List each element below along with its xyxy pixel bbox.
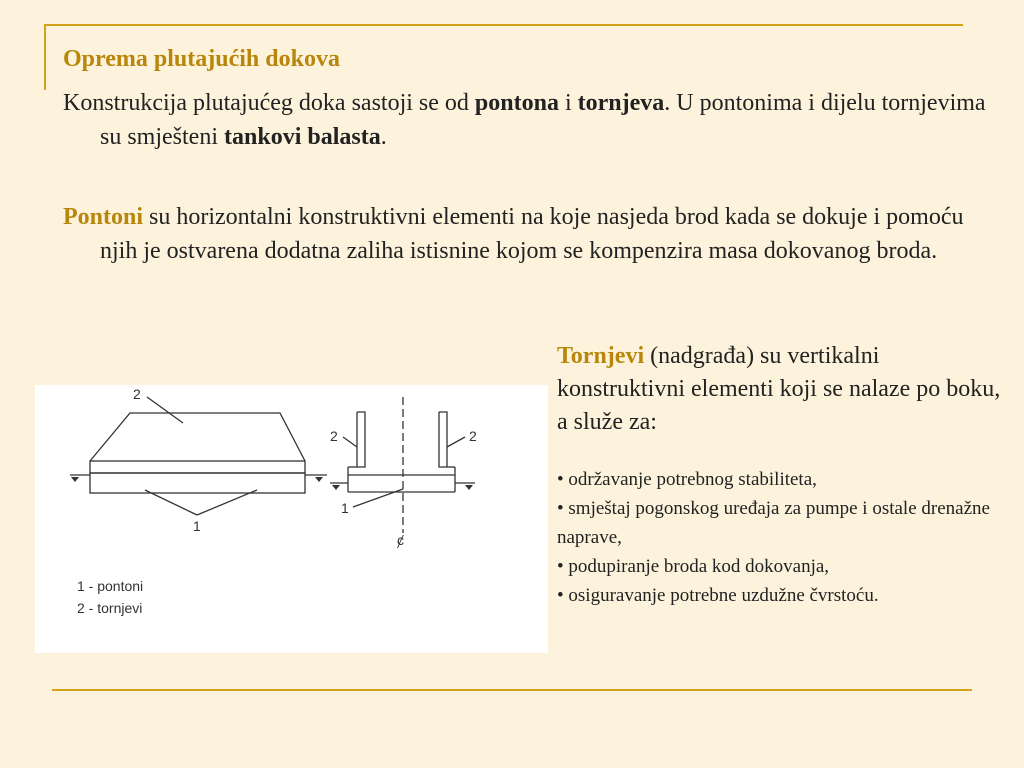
label-2-section-left: 2 [330,428,338,444]
pontoon-side-body [90,473,305,493]
diagram-legend [77,575,143,619]
tower-side-view [90,413,305,461]
bullet-item: • podupiranje broda kod dokovanja, [557,556,830,577]
p1-text-1: Konstrukcija plutajućeg doka sastoji se od [63,90,475,116]
label-1-side: 1 [193,518,201,534]
p1-text-3: . U pontonima i dijelu tornjevima su smješteni [100,90,986,150]
label-centerline: ȼ [397,532,404,548]
keyword-pontoni: Pontoni [63,204,144,230]
leader-2-side [147,397,183,423]
p1-text-2: i [558,90,578,116]
bullet-item: • smještaj pogonskog uređaja za pumpe i ostale drenažne naprave, [557,498,990,548]
keyword-tornjevi: Tornjevi [557,343,645,369]
keyword-tankovi-balasta: tankovi balasta [224,124,381,150]
dock-diagram [35,385,548,653]
label-1-section: 1 [341,500,349,516]
p1-text-4: . [380,124,387,150]
tower-section-right [439,412,447,467]
section-base-outline [348,467,455,475]
label-2-section-right: 2 [469,428,477,444]
left-rule [44,24,46,90]
leader-1b [197,490,257,515]
legend-tornjevi: 2 - tornjevi [77,600,143,616]
legend-pontoni: 1 - pontoni [77,578,144,594]
bullet-item: • osiguravanje potrebne uzdužne čvrstoću. [557,585,879,606]
p2-text-1: su horizontalni konstruktivni elementi na koje nasjeda brod kada se dokuje i pomoću njih je ostvarena dodatna zaliha istisnine kojom se kompenzira masa dokovanog broda. [100,204,964,264]
bullet-item: • održavanje potrebnog stabiliteta, [557,469,817,490]
top-rule [45,24,963,26]
leader-1a [145,490,197,515]
label-2-side: 2 [133,386,141,402]
tower-section-left [357,412,365,467]
waterline-mark-section-right [465,485,473,490]
waterline-mark-section-left [332,485,340,490]
pontoon-side-top [90,461,305,473]
paragraph-pontoni [63,200,980,268]
leader-2-section-left [343,437,357,447]
bottom-rule [52,689,972,691]
leader-2-section-right [447,437,465,447]
paragraph-construction [63,86,1000,154]
keyword-tornjeva: tornjeva [577,90,665,116]
keyword-pontona: pontona [474,90,559,116]
waterline-mark-left [71,477,79,482]
p3-text-1: (nadgrađa) su vertikalni konstruktivni elementi koji se nalaze po boku, a služe za: [557,343,1001,435]
slide-title: Oprema plutajućih dokova [63,46,340,72]
tornjevi-bullet-list [557,465,1012,610]
waterline-mark-right [315,477,323,482]
paragraph-tornjevi [557,340,1012,439]
